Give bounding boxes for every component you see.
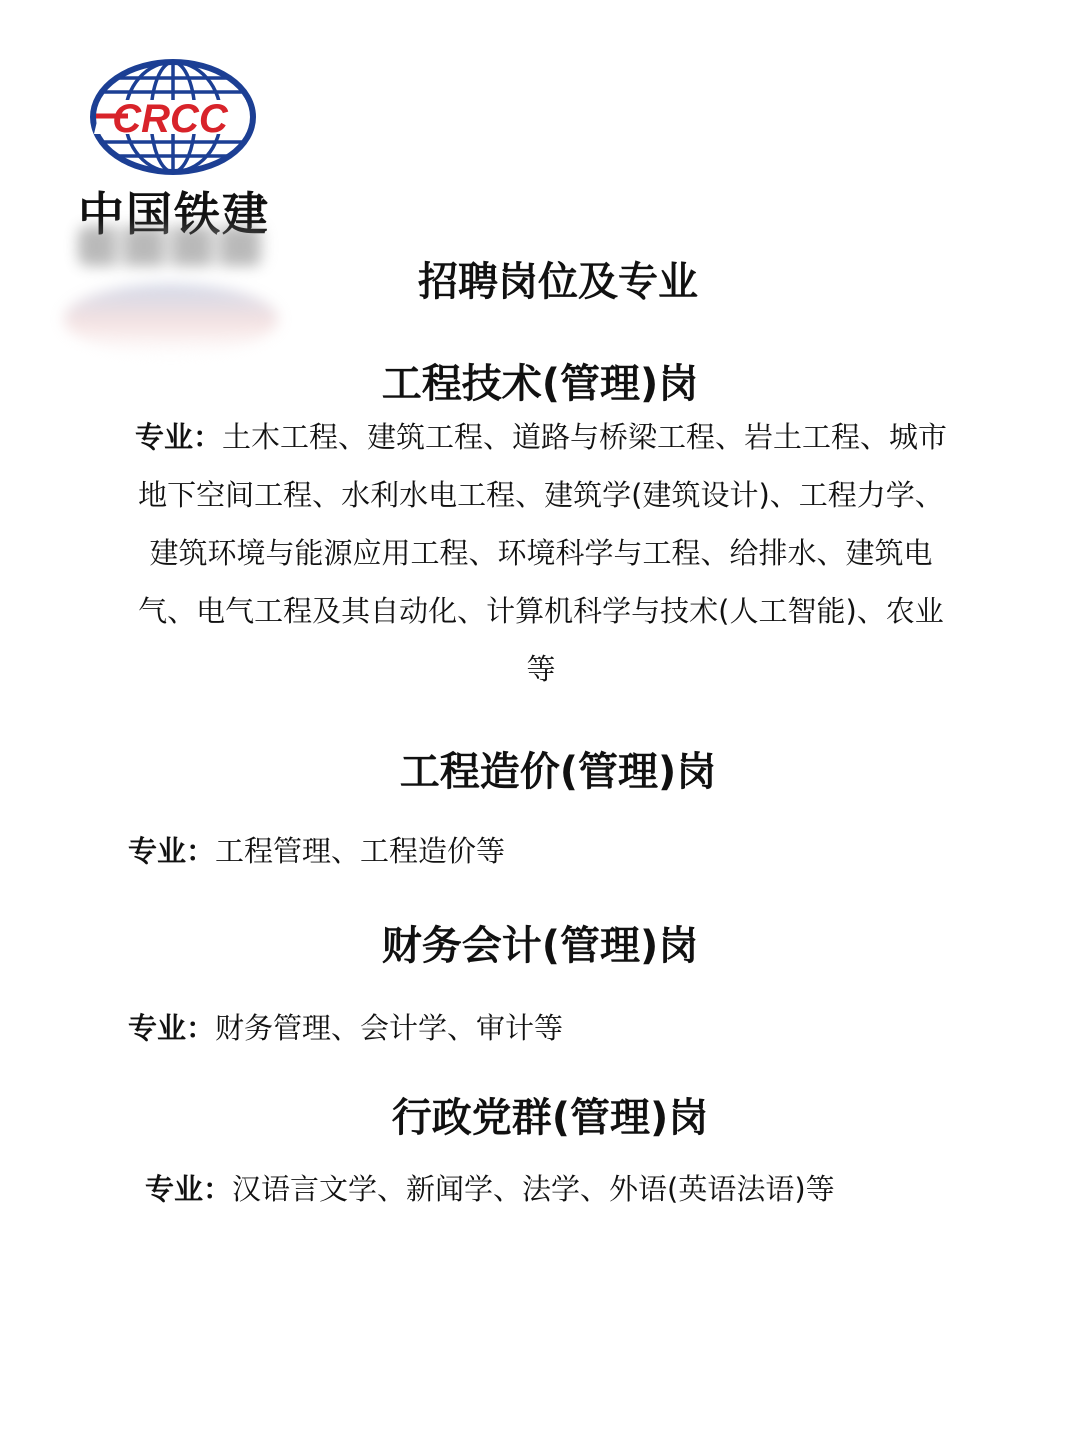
brand-name: 中国铁建 bbox=[78, 187, 270, 241]
major-label: 专业： bbox=[145, 1172, 233, 1206]
section-heading-cost: 工程造价(管理)岗 bbox=[399, 749, 717, 795]
crcc-globe-icon bbox=[88, 58, 258, 176]
logo-mark-text: CRCC bbox=[112, 97, 228, 141]
section-desc-cost bbox=[128, 822, 505, 880]
section-desc-engineering bbox=[130, 408, 952, 698]
major-list: 财务管理、会计学、审计等 bbox=[215, 1011, 564, 1045]
section-heading-engineering: 工程技术(管理)岗 bbox=[381, 361, 699, 407]
major-label: 专业： bbox=[128, 834, 216, 868]
page-title: 招聘岗位及专业 bbox=[418, 259, 698, 305]
section-desc-admin bbox=[145, 1160, 835, 1218]
major-label: 专业： bbox=[134, 420, 222, 454]
major-list: 土木工程、建筑工程、道路与桥梁工程、岩土工程、城市地下空间工程、水利水电工程、建筑学(建筑设计)、工程力学、建筑环境与能源应用工程、环境科学与工程、给排水、建筑电气、电气工程及其自动化、计算机科学与技术(人工智能)、农业等 bbox=[138, 420, 948, 686]
major-list: 工程管理、工程造价等 bbox=[215, 834, 506, 868]
crcc-logo bbox=[78, 58, 278, 244]
section-desc-finance bbox=[128, 999, 563, 1057]
major-label: 专业： bbox=[128, 1011, 216, 1045]
major-list: 汉语言文学、新闻学、法学、外语(英语法语)等 bbox=[232, 1172, 835, 1206]
section-heading-admin: 行政党群(管理)岗 bbox=[391, 1095, 709, 1141]
section-heading-finance: 财务会计(管理)岗 bbox=[381, 923, 699, 969]
